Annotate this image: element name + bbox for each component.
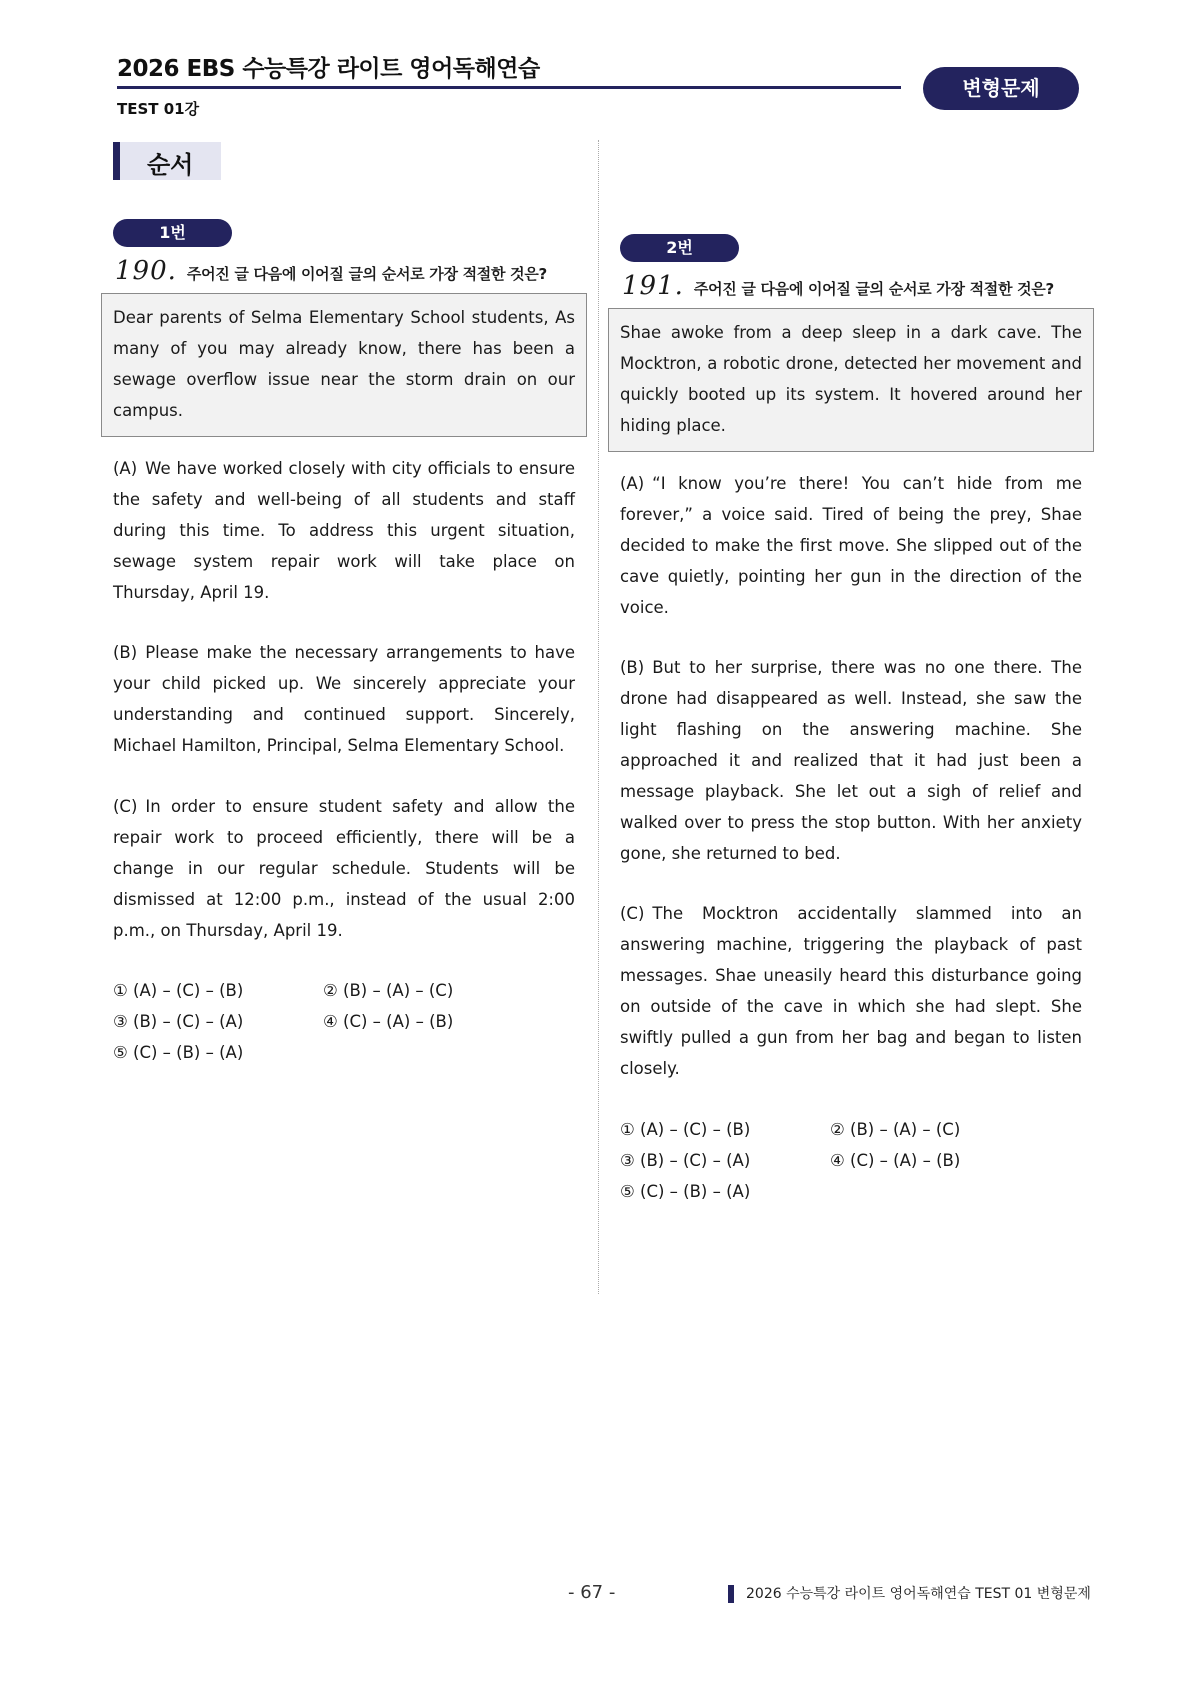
given-passage: Shae awoke from a deep sleep in a dark cave. The Mocktron, a robotic drone, detected her movement and quickly booted up its system. It hovered around her hiding place. xyxy=(608,308,1094,452)
section-heading-bar xyxy=(113,142,120,180)
section-heading-text: 순서 xyxy=(147,151,194,179)
paragraph-b xyxy=(113,637,575,761)
choice-4[interactable]: ④ (C) – (A) – (B) xyxy=(323,1012,454,1031)
paragraph-a xyxy=(620,468,1082,623)
variant-badge: 변형문제 xyxy=(923,67,1079,110)
choice-2[interactable]: ② (B) – (A) – (C) xyxy=(323,981,454,1000)
choice-1[interactable]: ① (A) – (C) – (B) xyxy=(620,1120,751,1139)
choice-4[interactable]: ④ (C) – (A) – (B) xyxy=(830,1151,961,1170)
answer-choices xyxy=(620,1114,960,1207)
answer-choices xyxy=(113,975,453,1068)
test-label: TEST 01강 xyxy=(117,100,200,118)
paragraph-b xyxy=(620,652,1082,869)
paragraph-label: (C) xyxy=(113,797,138,816)
paragraph-c xyxy=(113,791,575,946)
section-heading xyxy=(113,142,221,180)
paragraph-label: (A) xyxy=(113,459,138,478)
choice-3[interactable]: ③ (B) – (C) – (A) xyxy=(620,1151,751,1170)
page-number: - 67 - xyxy=(568,1582,616,1603)
question-prompt: 주어진 글 다음에 이어질 글의 순서로 가장 적절한 것은? xyxy=(186,265,547,283)
paragraph-text: “I know you’re there! You can’t hide from me forever,” a voice said. Tired of being the prey, Shae decided to make the first move. She slipped out of the cave quietly, pointing her gun in the direction of the voice. xyxy=(620,474,1082,617)
header-rule xyxy=(117,86,901,89)
choice-1[interactable]: ① (A) – (C) – (B) xyxy=(113,981,244,1000)
question-prompt: 주어진 글 다음에 이어질 글의 순서로 가장 적절한 것은? xyxy=(693,280,1054,298)
question-number: 191. xyxy=(622,271,684,301)
choice-5[interactable]: ⑤ (C) – (B) – (A) xyxy=(620,1182,751,1201)
paragraph-label: (B) xyxy=(620,658,645,677)
column-divider xyxy=(598,140,599,1294)
paragraph-a xyxy=(113,453,575,608)
paragraph-text: Please make the necessary arrangements to have your child picked up. We sincerely appreciate your understanding and continued support. Sincerely, Michael Hamilton, Principal, Selma Elementary School. xyxy=(113,643,575,755)
question-header xyxy=(115,256,547,286)
question-tag: 1번 xyxy=(113,219,232,247)
paragraph-text: In order to ensure student safety and allow the repair work to proceed efficiently, there will be a change in our regular schedule. Students will be dismissed at 12:00 p.m., instead of the usual 2:00 p.m., on Thursday, April 19. xyxy=(113,797,575,940)
paragraph-label: (B) xyxy=(113,643,138,662)
paragraph-label: (C) xyxy=(620,904,645,923)
question-number: 190. xyxy=(115,256,177,286)
given-passage: Dear parents of Selma Elementary School students, As many of you may already know, there has been a sewage overflow issue near the storm drain on our campus. xyxy=(101,293,587,437)
paragraph-text: But to her surprise, there was no one there. The drone had disappeared as well. Instead, she saw the light flashing on the answering machine. She approached it and realized that it had just been a message playback. She let out a sigh of relief and walked over to press the stop button. With her anxiety gone, she returned to bed. xyxy=(620,658,1082,863)
document-title: 2026 EBS 수능특강 라이트 영어독해연습 xyxy=(117,56,540,82)
question-header xyxy=(622,271,1054,301)
paragraph-c xyxy=(620,898,1082,1084)
question-tag: 2번 xyxy=(620,234,739,262)
paragraph-text: We have worked closely with city officials to ensure the safety and well-being of all students and staff during this time. To address this urgent situation, sewage system repair work will take place on Thursday, April 19. xyxy=(113,459,575,602)
choice-3[interactable]: ③ (B) – (C) – (A) xyxy=(113,1012,244,1031)
choice-2[interactable]: ② (B) – (A) – (C) xyxy=(830,1120,961,1139)
paragraph-label: (A) xyxy=(620,474,645,493)
choice-5[interactable]: ⑤ (C) – (B) – (A) xyxy=(113,1043,244,1062)
paragraph-text: The Mocktron accidentally slammed into an answering machine, triggering the playback of past messages. Shae uneasily heard this disturbance going on outside of the cave in which she had slept. She swiftly pulled a gun from her bag and began to listen closely. xyxy=(620,904,1082,1078)
footer-title: 2026 수능특강 라이트 영어독해연습 TEST 01 변형문제 xyxy=(728,1585,1091,1603)
